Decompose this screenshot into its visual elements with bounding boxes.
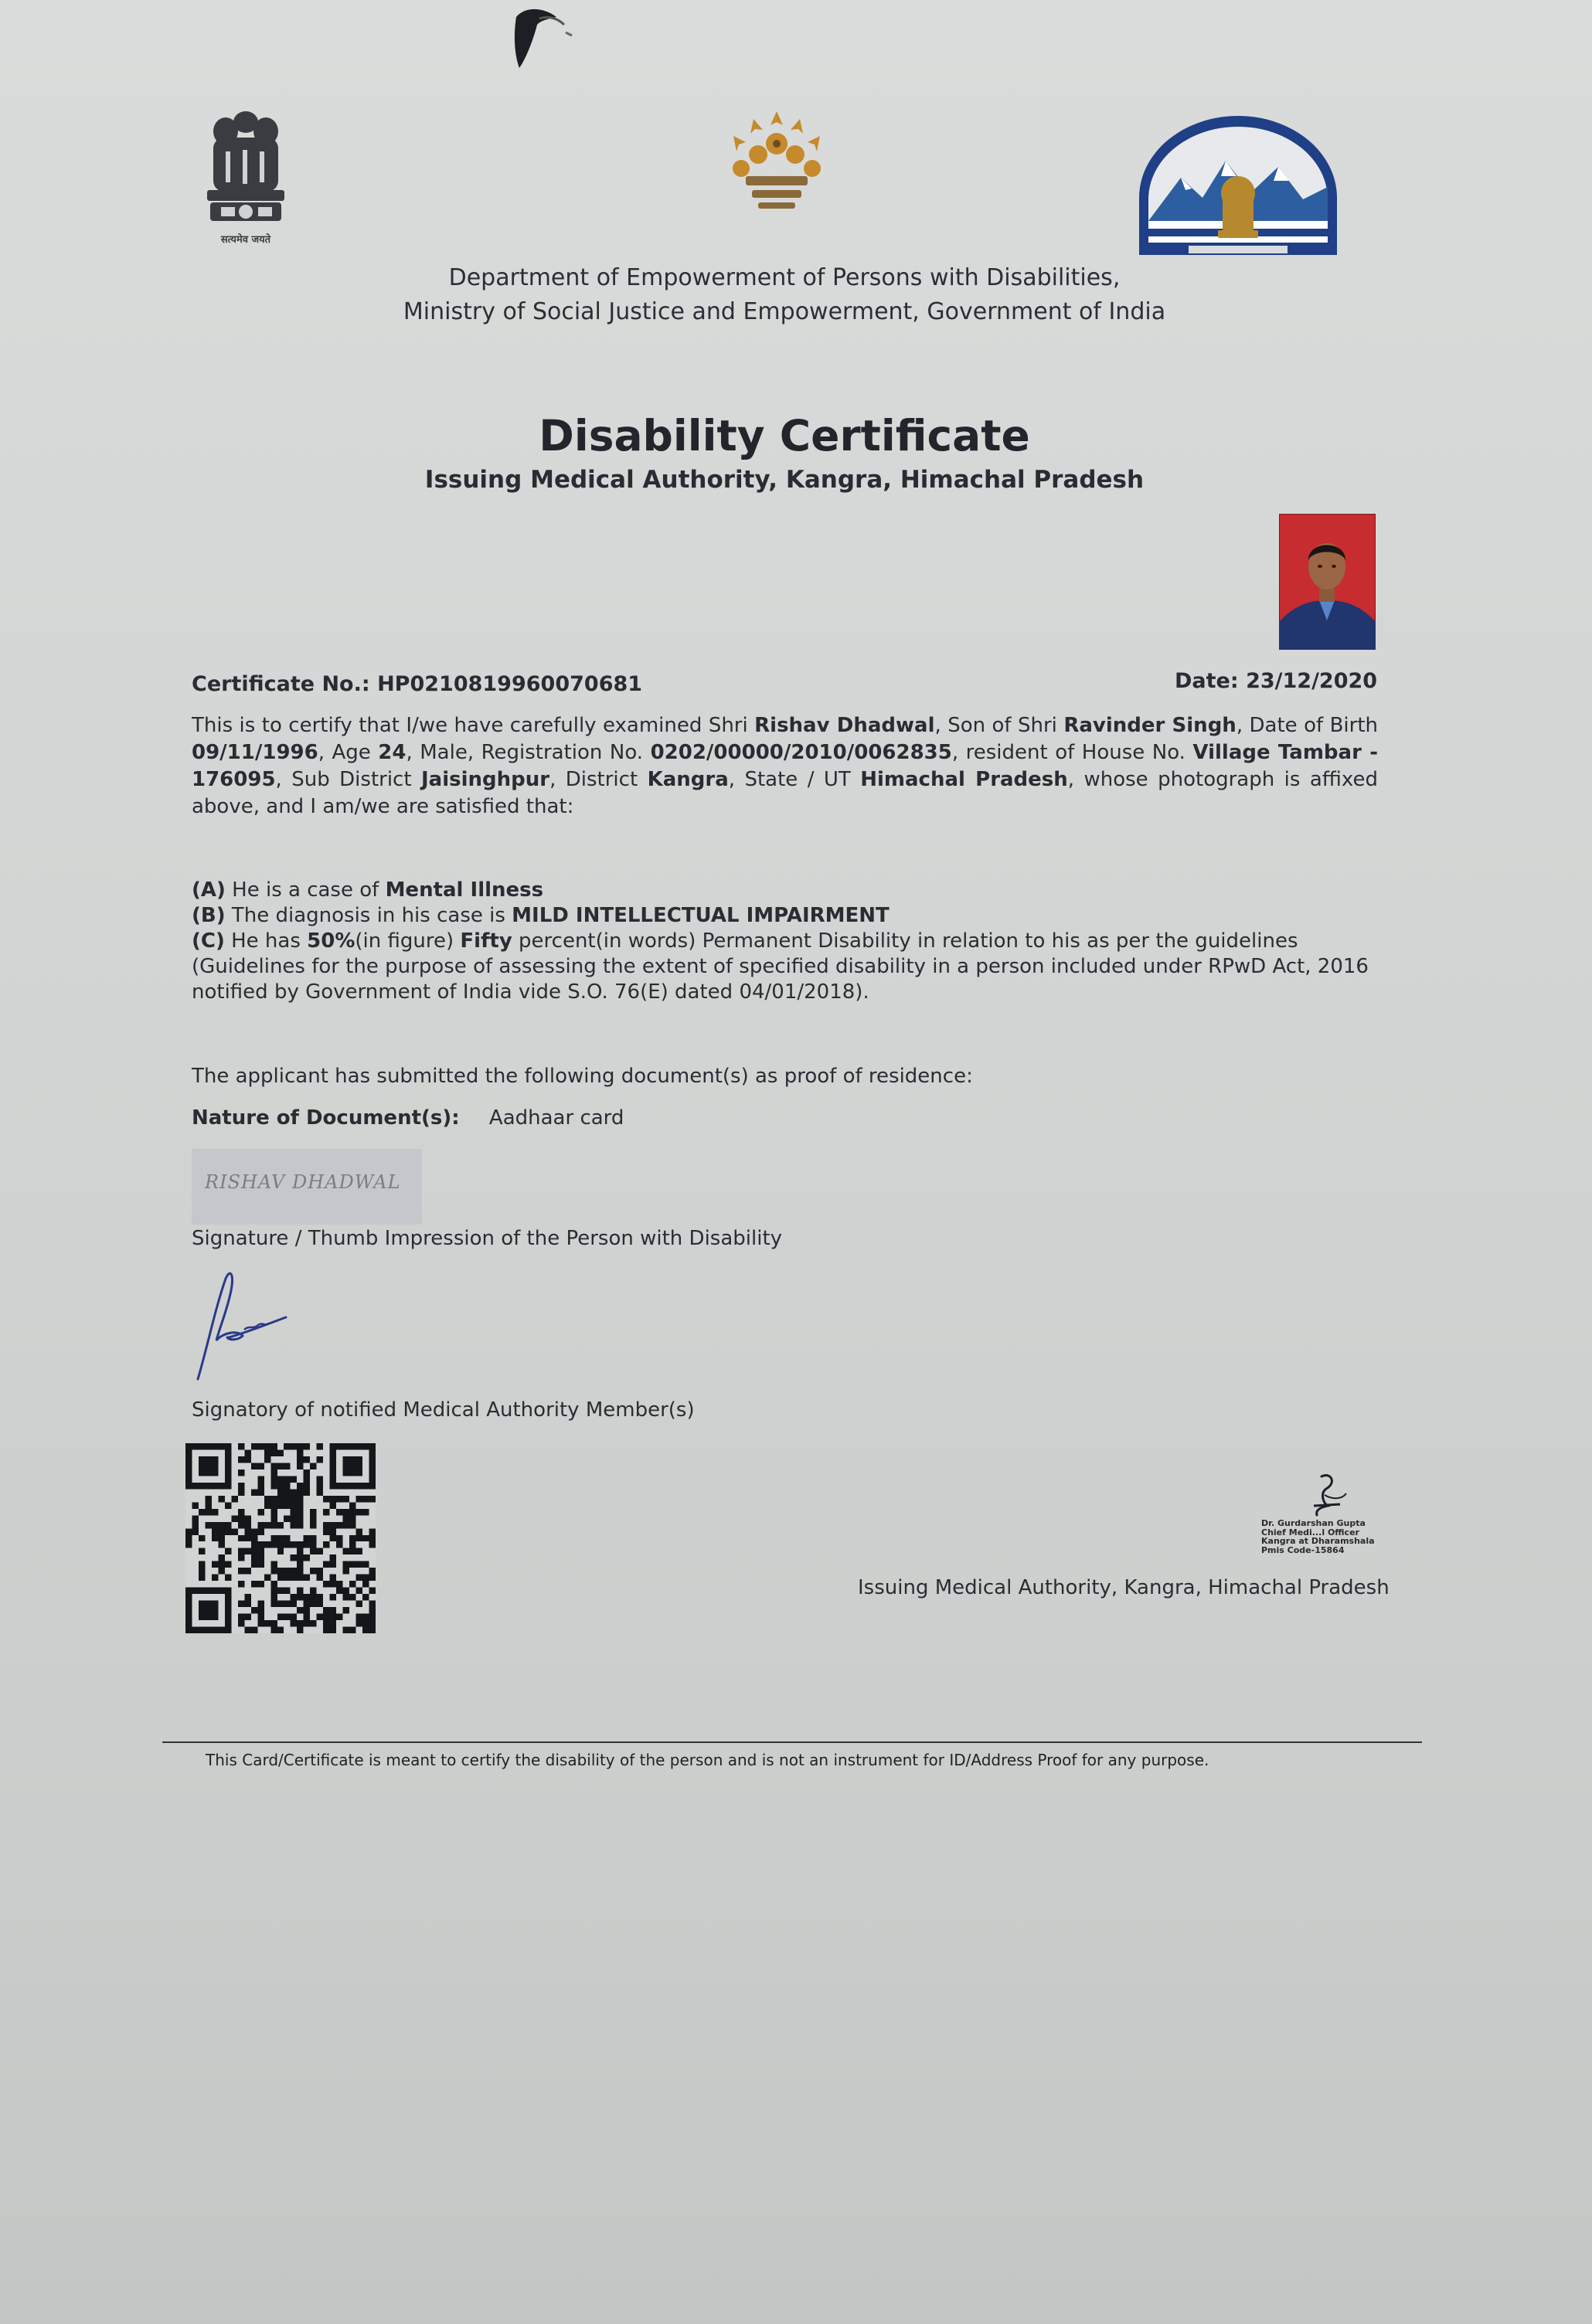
qr-code-icon bbox=[185, 1443, 376, 1633]
emblem-caption: सत्यमेव जयते bbox=[220, 234, 271, 246]
body-text: , District bbox=[549, 768, 648, 791]
nature-of-documents bbox=[192, 1106, 624, 1130]
finding-c-text: (in figure) bbox=[355, 929, 461, 953]
finding-a-text: He is a case of bbox=[225, 878, 386, 902]
signatory-label: Signatory of notified Medical Authority Member(s) bbox=[192, 1398, 695, 1422]
footer-disclaimer: This Card/Certificate is meant to certify the disability of the person and is not an instrument for ID/Address Proof for any purpose. bbox=[206, 1751, 1209, 1769]
doctor-code: Pmis Code-15864 bbox=[1261, 1544, 1345, 1555]
finding-c bbox=[192, 929, 1386, 1005]
issue-date-label: Date: bbox=[1175, 669, 1239, 693]
certification-paragraph bbox=[192, 712, 1378, 821]
registration-number: 0202/00000/2010/0062835 bbox=[650, 741, 952, 764]
applicant-photo bbox=[1279, 514, 1376, 650]
ink-stain bbox=[502, 2, 587, 79]
body-text: , Male, Registration No. bbox=[406, 741, 651, 764]
doctor-name: Dr. Gurdarshan Gupta bbox=[1261, 1518, 1366, 1528]
body-text: This is to certify that I/we have carefully examined Shri bbox=[192, 714, 755, 737]
body-text: , Age bbox=[318, 741, 379, 764]
finding-c-percent: 50% bbox=[307, 929, 355, 953]
sub-district: Jaisinghpur bbox=[420, 768, 550, 791]
finding-a-value: Mental Illness bbox=[385, 878, 544, 902]
finding-a-label: (A) bbox=[192, 878, 226, 902]
body-text: , Sub District bbox=[275, 768, 421, 791]
nature-of-documents-value: Aadhaar card bbox=[488, 1106, 624, 1130]
finding-b bbox=[192, 903, 1386, 929]
certificate-number-label: Certificate No.: bbox=[192, 672, 370, 696]
body-text: , whose photograph is affixed above, and I am/we are satisfied that: bbox=[192, 768, 1378, 818]
department-line-1: Department of Empowerment of Persons with Disabilities, bbox=[448, 264, 1121, 291]
department-line-2: Ministry of Social Justice and Empowerment, Government of India bbox=[403, 298, 1166, 325]
footer-divider bbox=[162, 1741, 1422, 1743]
finding-a bbox=[192, 878, 1386, 903]
doctor-designation: Chief Medi...l Officer bbox=[1261, 1527, 1359, 1537]
applicant-name: Rishav Dhadwal bbox=[754, 714, 935, 737]
finding-b-label: (B) bbox=[192, 904, 226, 927]
house-address: Village Tambar - 176095 bbox=[192, 741, 1378, 791]
doctor-signature bbox=[1246, 1472, 1400, 1518]
body-text: , resident of House No. bbox=[951, 741, 1193, 764]
himachal-pradesh-emblem-icon bbox=[1134, 113, 1342, 260]
doctor-stamp bbox=[1261, 1519, 1375, 1554]
person-signature: RISHAV DHADWAL bbox=[205, 1171, 401, 1193]
proof-intro: The applicant has submitted the following document(s) as proof of residence: bbox=[192, 1065, 973, 1088]
district: Kangra bbox=[647, 768, 729, 791]
findings-list bbox=[192, 878, 1386, 1005]
state: Himachal Pradesh bbox=[860, 768, 1068, 791]
finding-c-guidelines: percent(in words) Permanent Disability in relation to his as per the guidelines (Guidelines for the purpose of assessing the extent of specified disability in a person included under RPwD Act, 2016 notified by Government of India vide S.O. 76(E) dated 04/01/2018). bbox=[192, 929, 1369, 1004]
body-text: , Son of Shri bbox=[934, 714, 1064, 737]
sugamya-bharat-logo-icon bbox=[715, 107, 839, 223]
finding-c-label: (C) bbox=[192, 929, 225, 953]
issue-date bbox=[1175, 669, 1377, 693]
department-heading bbox=[0, 261, 1569, 329]
certificate-number-value: HP0210819960070681 bbox=[377, 672, 643, 696]
issue-date-value: 23/12/2020 bbox=[1246, 669, 1378, 693]
finding-b-value: MILD INTELLECTUAL IMPAIRMENT bbox=[512, 904, 890, 927]
body-text: , State / UT bbox=[728, 768, 861, 791]
date-of-birth: 09/11/1996 bbox=[192, 741, 318, 764]
doctor-location: Kangra at Dharamshala bbox=[1261, 1536, 1375, 1546]
finding-b-text: The diagnosis in his case is bbox=[225, 904, 512, 927]
finding-c-text: He has bbox=[224, 929, 308, 953]
medical-authority-signature bbox=[192, 1263, 292, 1387]
national-emblem-icon bbox=[202, 107, 289, 252]
father-name: Ravinder Singh bbox=[1063, 714, 1237, 737]
issuing-authority: Issuing Medical Authority, Kangra, Himachal Pradesh bbox=[858, 1576, 1390, 1599]
certificate-number bbox=[192, 672, 642, 696]
body-text: , Date of Birth bbox=[1236, 714, 1379, 737]
age: 24 bbox=[378, 741, 407, 764]
person-signature-label: Signature / Thumb Impression of the Person with Disability bbox=[192, 1227, 783, 1250]
certificate-subtitle: Issuing Medical Authority, Kangra, Himachal Pradesh bbox=[424, 466, 1145, 494]
finding-c-words: Fifty bbox=[460, 929, 512, 953]
nature-of-documents-label: Nature of Document(s): bbox=[192, 1106, 460, 1130]
certificate-title: Disability Certificate bbox=[539, 411, 1030, 460]
